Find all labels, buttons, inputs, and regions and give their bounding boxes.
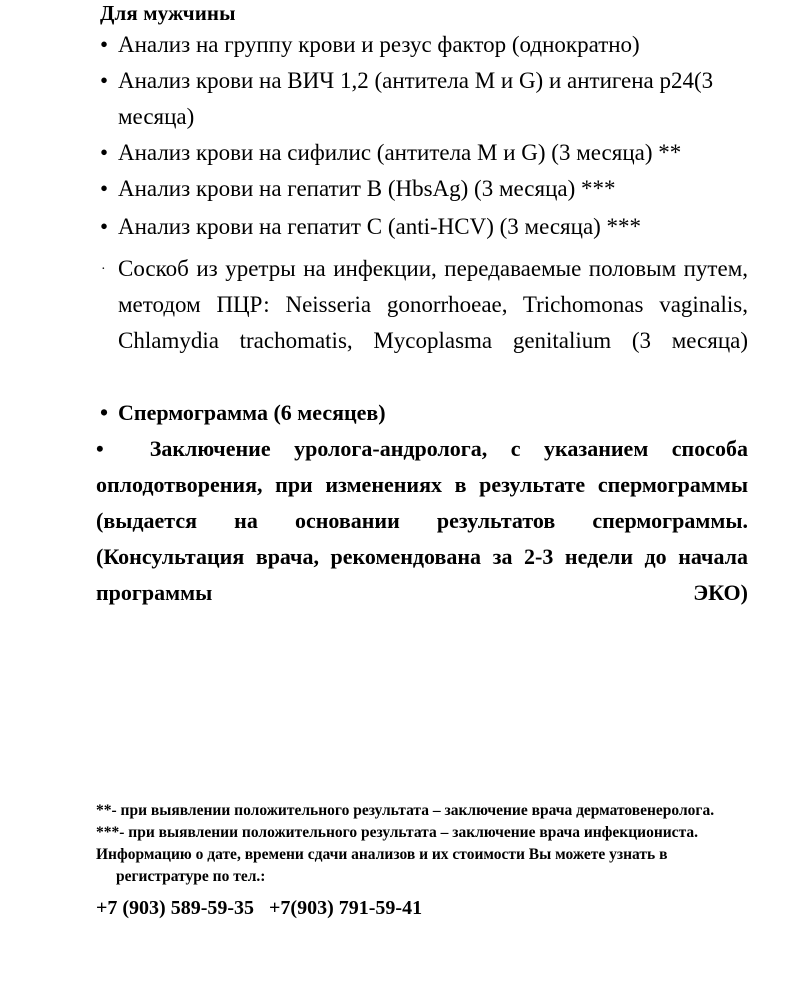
list-item-text: Заключение уролога-андролога, с указанием способа оплодотворения, при изменениях в результате спермограммы (выдается на основании результатов спермограммы. (Консультация врача, рекомендована за 2-3 недели до начала программы ЭКО) xyxy=(96,436,748,605)
list-item xyxy=(96,63,748,135)
footnote: ***- при выявлении положительного результата – заключение врача инфекциониста. xyxy=(96,824,698,841)
content-block xyxy=(96,0,748,647)
list-item-text: Анализ крови на ВИЧ 1,2 (антитела M и G) и антигена р24(3 месяца) xyxy=(118,68,714,129)
list-item xyxy=(96,27,748,63)
bullet-icon: • xyxy=(100,32,109,57)
footnote: **- при выявлении положительного результата – заключение врача дерматовенеролога. xyxy=(96,802,715,819)
list-item-text: Анализ крови на сифилис (антитела M и G) (3 месяца) ** xyxy=(118,140,682,165)
bullet-icon: • xyxy=(100,176,109,201)
bullet-icon: • xyxy=(100,214,109,239)
bullet-icon: • xyxy=(100,400,109,425)
list-item-text: Спермограмма (6 месяцев) xyxy=(118,400,386,425)
list-item-text: Соскоб из уретры на инфекции, передаваемые половым путем, методом ПЦР: Neisseria gonorrhoeae, Trichomonas vaginalis, Chlamydia trachomatis, Mycoplasma genitalium (3 месяца) xyxy=(118,256,748,353)
page-title: Для мужчины xyxy=(100,1,236,25)
list-item-text: Анализ на группу крови и резус фактор (однократно) xyxy=(118,32,640,57)
bullet-icon: • xyxy=(100,68,109,93)
list-item xyxy=(96,135,748,171)
phone-numbers: +7 (903) 589-59-35 +7(903) 791-59-41 xyxy=(96,897,423,919)
bullet-icon: • xyxy=(96,436,104,461)
list-item xyxy=(96,395,748,431)
bullet-icon: · xyxy=(101,262,106,277)
list-item xyxy=(96,431,748,647)
list-item-text: Анализ крови на гепатит В (HbsAg) (3 месяца) *** xyxy=(118,176,616,201)
list-item-text: Анализ крови на гепатит С (anti-HCV) (3 месяца) *** xyxy=(118,214,642,239)
bullet-icon: • xyxy=(100,140,109,165)
list-item xyxy=(96,171,748,207)
list-item xyxy=(96,251,748,395)
footnotes-block xyxy=(96,800,756,922)
footnote: Информацию о дате, времени сдачи анализов и их стоимости Вы можете узнать в регистратуре по тел.: xyxy=(96,846,668,885)
list-item xyxy=(96,209,748,245)
